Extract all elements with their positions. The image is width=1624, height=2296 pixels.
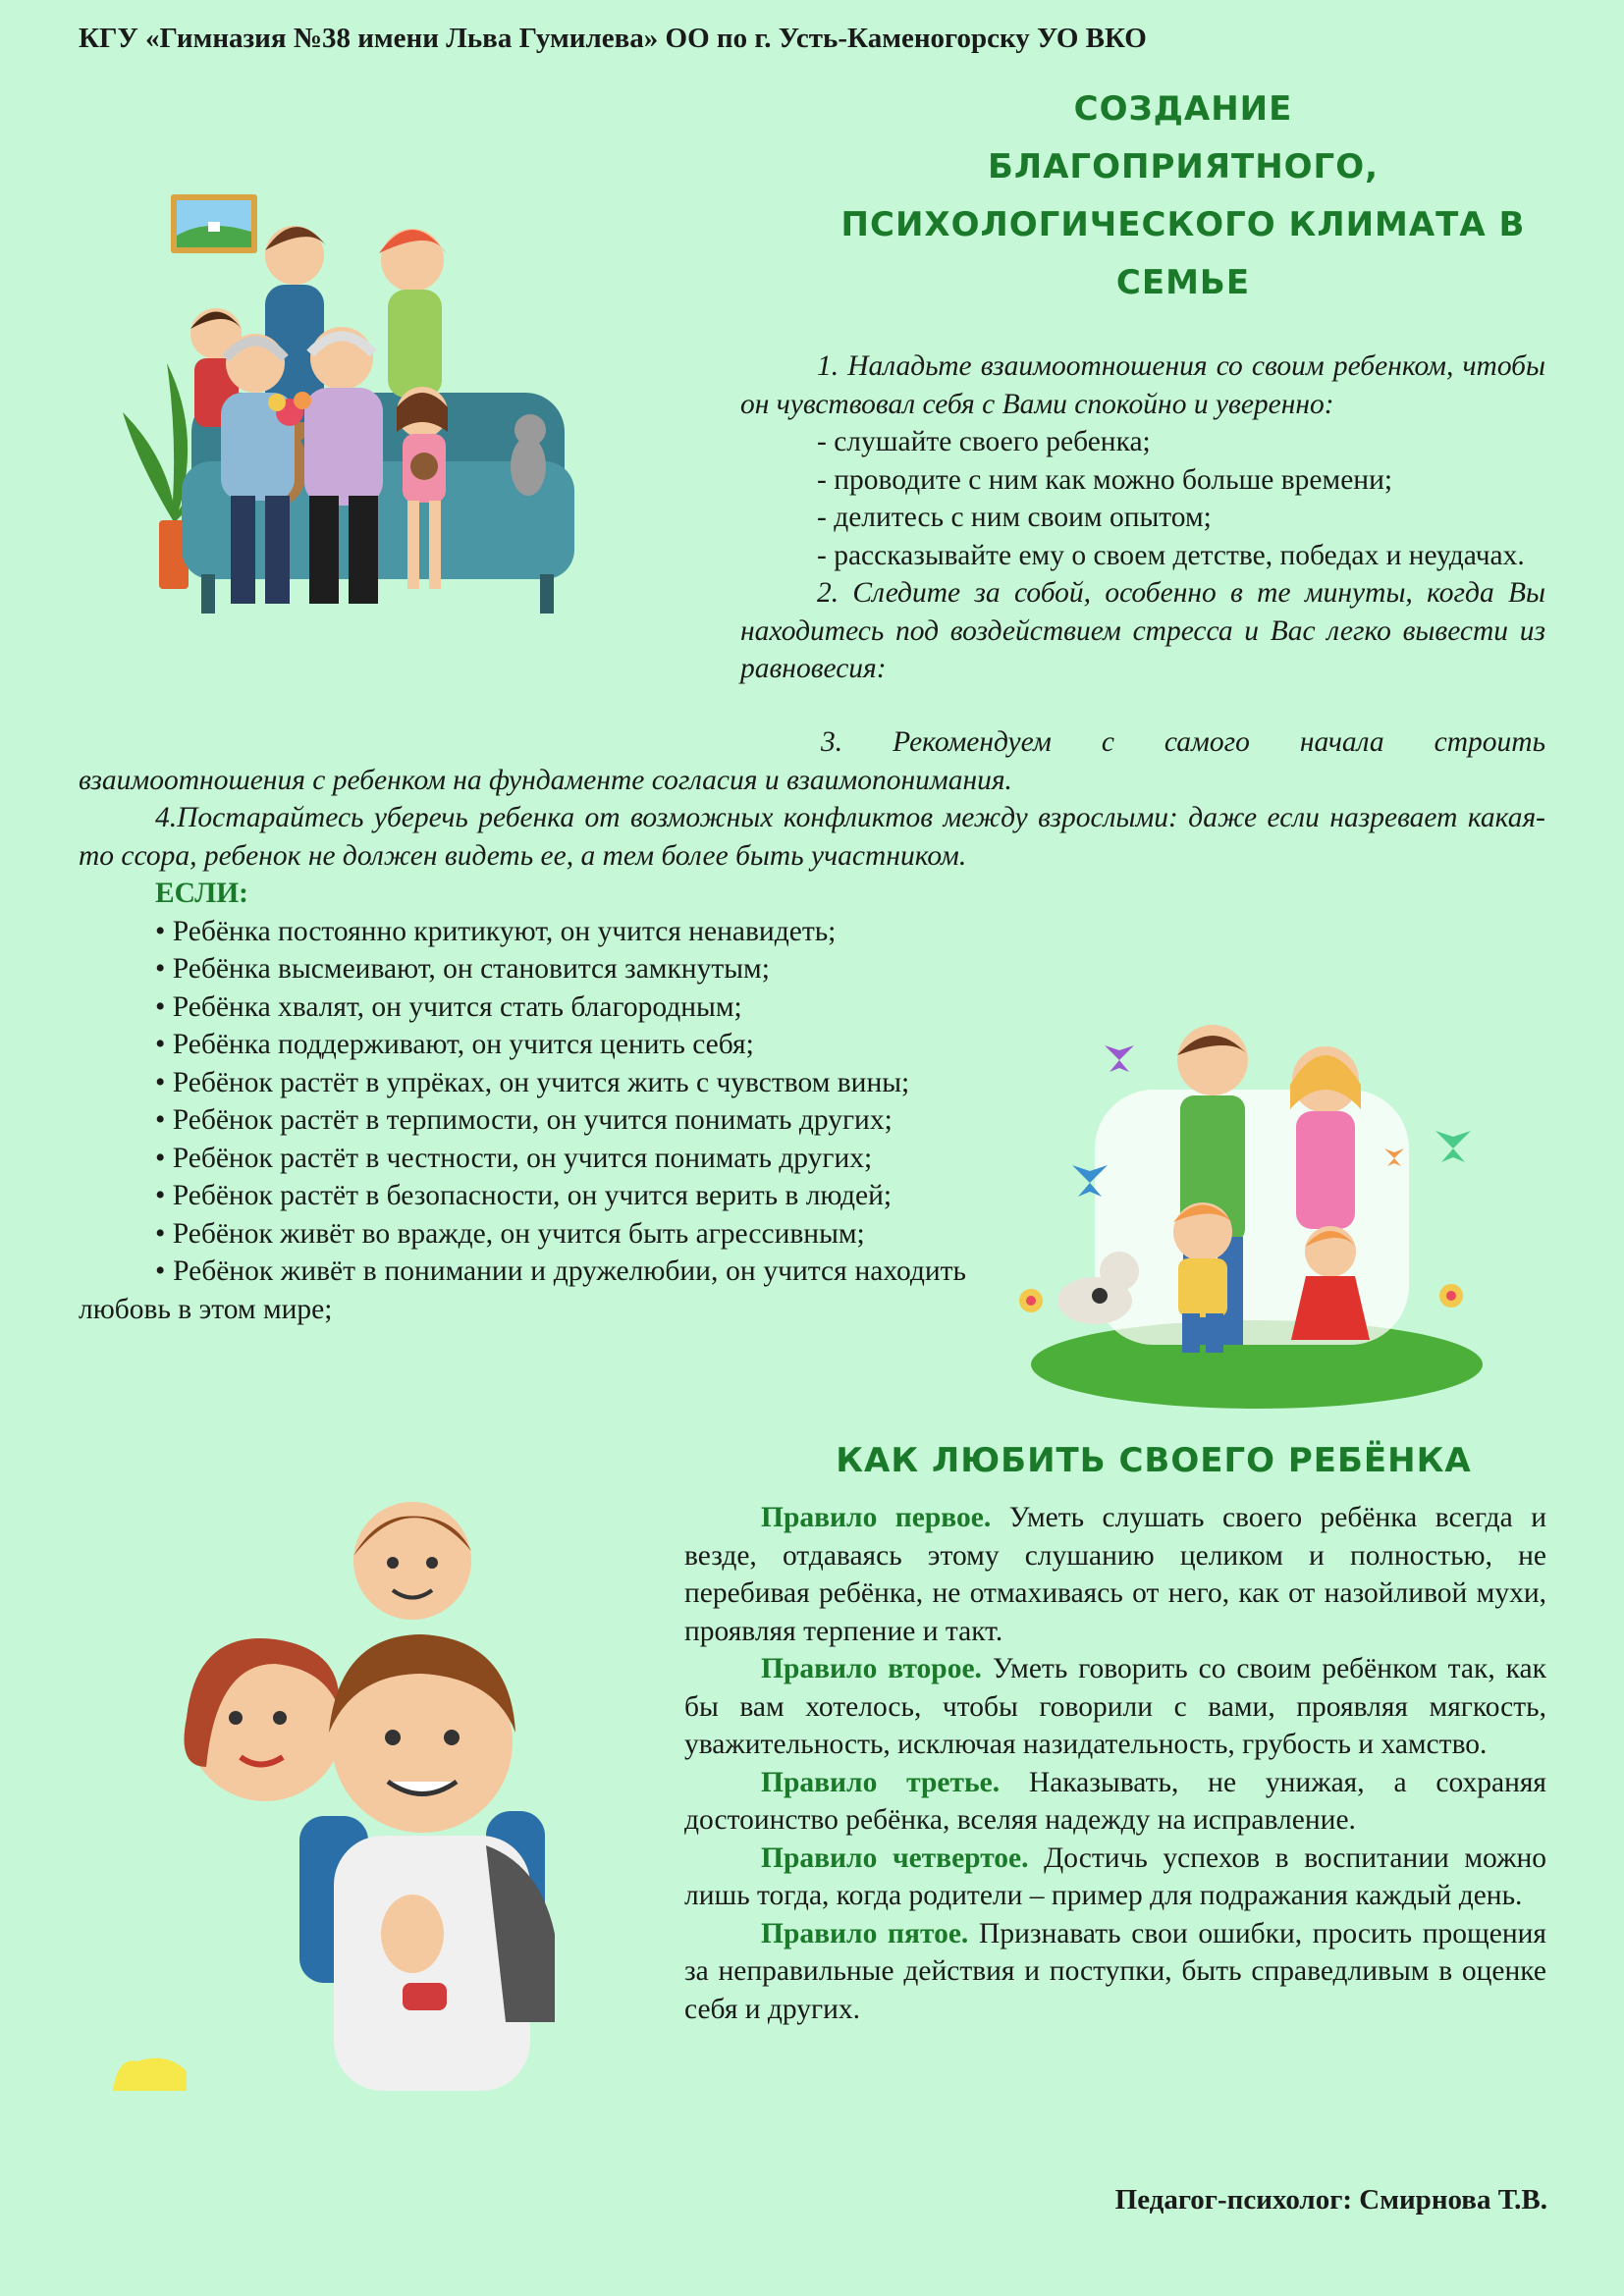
rule-item [684,1840,1546,1915]
rule-text: Признавать свои ошибки, просить прощения за неправильные действия и поступки, быть справедливым в оценке себя и других. [684,1917,1546,2025]
list-item: - проводите с ним как можно больше времени; [817,463,1393,496]
school-header: КГУ «Гимназия №38 имени Льва Гумилева» ОО по г. Усть-Каменогорску УО ВКО [79,23,1147,54]
paragraph-1: 1. Наладьте взаимоотношения со своим ребенком, чтобы он чувствовал себя с Вами спокойно и уверенно: [740,350,1545,420]
rule-text: Наказывать, не унижая, а сохраняя достоинство ребёнка, вселяя надежду на исправление. [684,1766,1546,1836]
family-sofa-illustration [108,167,668,658]
rule-item [684,1764,1546,1840]
section1-top [740,347,1545,688]
list-item: - делитесь с ним своим опытом; [817,502,1212,533]
paragraph-2: 2. Следите за собой, особенно в те минуты, когда Вы находитесь под воздействием стресса и Вас легко вывести из равновесия: [740,577,1545,684]
rule-text: Уметь говорить со своим ребёнком так, как бы вам хотелось, чтобы говорили с вами, проявляя мягкость, уважительность, исключая назидательность, грубость и хамство. [684,1653,1546,1760]
esli-item: • Ребёнка поддерживают, он учится ценить себя; [155,1029,754,1060]
list-item: - слушайте своего ребенка; [817,426,1151,457]
paragraph-3: 3. Рекомендуем с самого начала строить взаимоотношения с ребенком на фундаменте согласия и взаимопонимания. [79,726,1545,796]
esli-heading: ЕСЛИ: [155,878,248,909]
paragraph-4: 4.Постарайтесь уберечь ребенка от возможных конфликтов между взрослыми: даже если назревает какая-то ссора, ребенок не должен видеть ее, а тем более быть участником. [79,802,1545,872]
esli-item: • Ребёнок живёт во вражде, он учится быть агрессивным; [155,1217,865,1250]
rules-list [684,1499,1546,2028]
section1-bottom [79,723,1545,875]
rule-text: Достичь успехов в воспитании можно лишь тогда, когда родители – пример для подражания каждый день. [684,1842,1546,1911]
section2-heading: КАК ЛЮБИТЬ СВОЕГО РЕБЁНКА [836,1441,1472,1480]
rule-item [684,1499,1546,1650]
family-meadow-illustration [1001,1001,1492,1414]
esli-item: • Ребёнок растёт в честности, он учится понимать других; [155,1142,873,1174]
esli-item: • Ребёнок растёт в упрёках, он учится жить с чувством вины; [155,1066,910,1098]
rule-text: Уметь слушать своего ребёнка всегда и везде, отдаваясь этому слушанию целиком и полностью, не перебивая ребёнка, не отмахиваясь от него, как от назойливой мухи, проявляя терпение и такт. [684,1502,1546,1647]
author-signature: Педагог-психолог: Смирнова Т.В. [1114,2184,1547,2216]
title-line: СОЗДАНИЕ [1073,89,1293,129]
rule-name: Правило четвертое. [761,1842,1029,1874]
rule-item [684,1915,1546,2029]
esli-item: • Ребёнок растёт в безопасности, он учится верить в людей; [155,1180,893,1211]
esli-item: • Ребёнка постоянно критикуют, он учится ненавидеть; [155,915,837,947]
rule-name: Правило пятое. [761,1917,969,1949]
esli-item: • Ребёнок растёт в терпимости, он учится понимать других; [155,1104,893,1136]
title-line: БЛАГОПРИЯТНОГО, [987,147,1380,187]
esli-item: • Ребёнка высмеивают, он становится замкнутым; [155,953,770,985]
parents-child-illustration [108,1472,599,2101]
title-line: ПСИХОЛОГИЧЕСКОГО КЛИМАТА В [840,205,1526,244]
esli-item: • Ребёнка хвалят, он учится стать благородным; [155,990,742,1023]
esli-item: • Ребёнок живёт в понимании и дружелюбии, он учится находить любовь в этом мире; [79,1255,966,1325]
rule-name: Правило второе. [761,1653,982,1684]
rule-name: Правило первое. [761,1502,992,1533]
rule-item [684,1650,1546,1764]
list-item: - рассказывайте ему о своем детстве, победах и неудачах. [817,539,1525,571]
rule-name: Правило третье. [761,1766,1001,1798]
page-title [825,80,1542,312]
title-line: СЕМЬЕ [1115,263,1251,302]
esli-list [79,875,966,1328]
